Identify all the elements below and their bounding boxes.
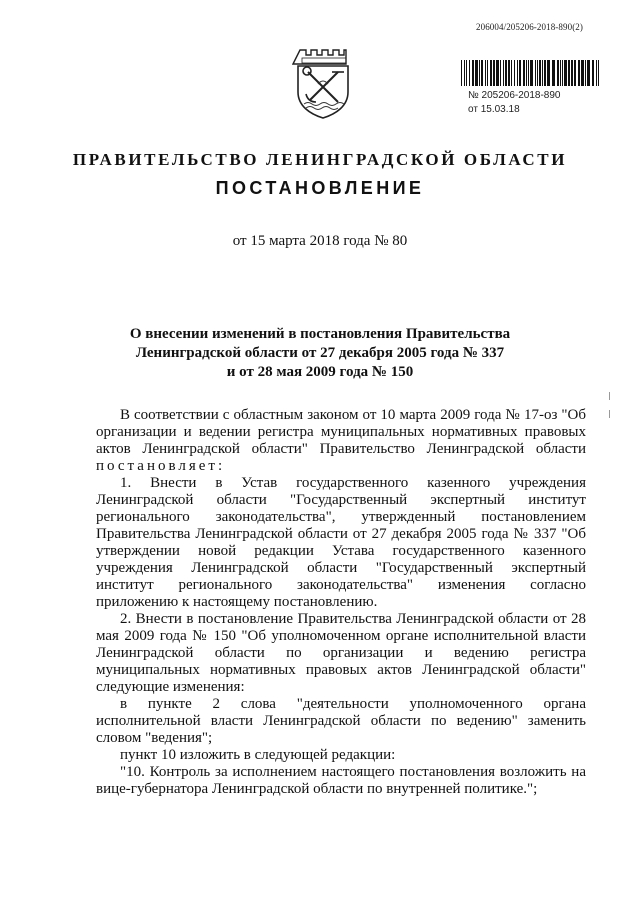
preamble-paragraph: [96, 407, 586, 475]
item-1-paragraph: 1. Внести в Устав государственного казенного учреждения Ленинградской области "Государственный экспертный институт регионального законодательства", утвержденный постановлением Правительства Ленинградской области от 27 декабря 2005 года № 337 "Об утверждении новой редакции Устава государственного казенного учреждения Ленинградской области "Государственный экспертный институт регионального законодательства" изменения согласно приложению к настоящему постановлению.: [96, 475, 586, 610]
item-2-subpoint-c: "10. Контроль за исполнением настоящего постановления возложить на вице-губернатора Ленинградской области по внутренней политике.";: [96, 764, 586, 797]
barcode-icon: [461, 60, 601, 86]
item-2-subpoint-b: пункт 10 изложить в следующей редакции:: [120, 747, 396, 763]
government-heading: ПРАВИТЕЛЬСТВО ЛЕНИНГРАДСКОЙ ОБЛАСТИ: [72, 150, 568, 169]
reference-code: 206004/205206-2018-890(2): [476, 22, 583, 32]
item-2-subpoint-a: в пункте 2 слова "деятельности уполномоченного органа исполнительной власти Ленинградской области по ведению" заменить словом "ведения";: [96, 696, 586, 746]
subject-line: О внесении изменений в постановления Правительства: [129, 326, 511, 342]
margin-marks: [609, 392, 611, 420]
registration-number: № 205206-2018-890: [468, 90, 561, 101]
decree-subject: [0, 325, 640, 382]
decree-body: [96, 407, 586, 798]
preamble-resolves: постановляет:: [96, 458, 226, 474]
coat-of-arms-icon: [292, 46, 354, 120]
item-2-paragraph: 2. Внести в постановление Правительства Ленинградской области от 28 мая 2009 года № 150 "Об уполномоченном органе исполнительной власти Ленинградской области по организации и ведению регистра муниципальных нормативных правовых актов Ленинградской области" следующие изменения:: [96, 611, 586, 695]
decree-date-line: от 15 марта 2018 года № 80: [232, 233, 408, 249]
subject-line: и от 28 мая 2009 года № 150: [226, 364, 414, 380]
preamble-text: В соответствии с областным законом от 10 марта 2009 года № 17-оз "Об организации и ведении регистра муниципальных нормативных правовых актов Ленинградской области" Правительство Ленинградской области: [96, 407, 586, 457]
document-type-heading: ПОСТАНОВЛЕНИЕ: [215, 178, 425, 198]
registration-date: от 15.03.18: [468, 104, 520, 115]
subject-line: Ленинградской области от 27 декабря 2005 года № 337: [135, 345, 505, 361]
